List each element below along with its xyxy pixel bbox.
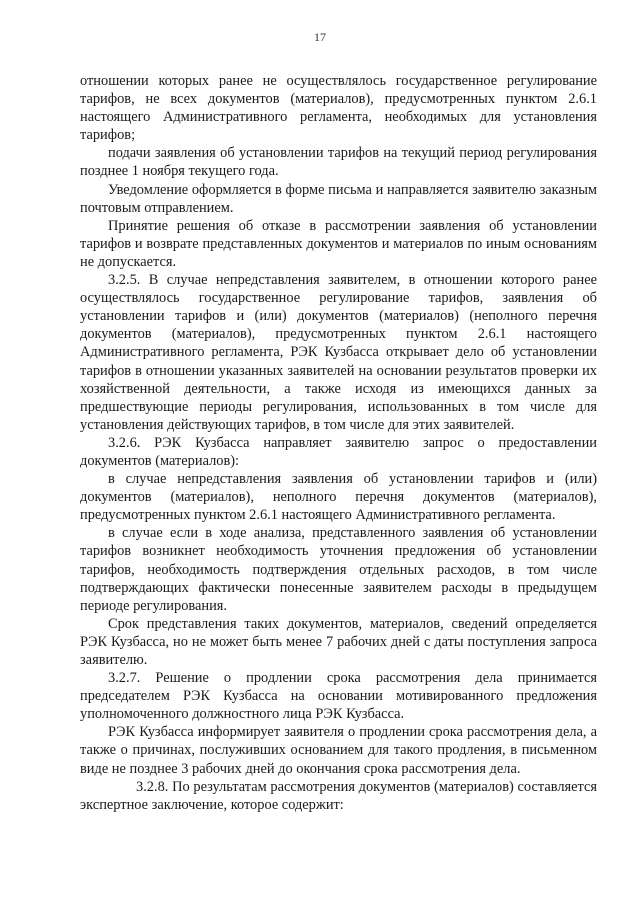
paragraph: в случае если в ходе анализа, представленного заявления об установлении тарифов возникнет необходимость уточнения предложения об установлении тарифов, необходимость подтверждения отдельных расходов, в том числе подтверждающих фактически понесенные заявителем расходы в предыдущем периоде регулирования. [80,525,597,614]
paragraph: 3.2.6. РЭК Кузбасса направляет заявителю запрос о предоставлении документов (материалов): [80,434,597,469]
paragraph: отношении которых ранее не осуществлялось государственное регулирование тарифов, не всех документов (материалов), предусмотренных пунктом 2.6.1 настоящего Административного регламента, необходимых для установления тарифов; [80,73,597,144]
paragraph: 3.2.5. В случае непредставления заявителем, в отношении которого ранее осуществлялось государственное регулирование тарифов, заявления об установлении тарифов и (или) документов (материалов) (неполного перечня документов (материалов), предусмотренных пунктом 2.6.1 настоящего Административного регламента, РЭК Кузбасса открывает дело об установлении тарифов в отношении указанных заявителей на основании результатов проверки их хозяйственной деятельности, а также исходя из имеющихся данных за предшествующие периоды регулирования, использованных в том числе для установления действующих тарифов, в том числе для этих заявителей. [80,272,597,433]
paragraph: РЭК Кузбасса информирует заявителя о продлении срока рассмотрения дела, а также о причинах, послуживших основанием для такого продления, в письменном виде не позднее 3 рабочих дней до окончания срока рассмотрения дела. [80,724,597,777]
paragraph: 3.2.7. Решение о продлении срока рассмотрения дела принимается председателем РЭК Кузбасса на основании мотивированного предложения уполномоченного должностного лица РЭК Кузбасса. [80,670,597,723]
document-body [80,72,597,814]
paragraph: Уведомление оформляется в форме письма и направляется заявителю заказным почтовым отправлением. [80,181,597,216]
page-number: 17 [314,30,326,44]
paragraph: в случае непредставления заявления об установлении тарифов и (или) документов (материалов), неполного перечня документов (материалов), предусмотренных пунктом 2.6.1 настоящего Административного регламента. [80,471,597,524]
paragraph: 3.2.8. По результатам рассмотрения документов (материалов) составляется экспертное заключение, которое содержит: [80,778,597,813]
paragraph: Принятие решения об отказе в рассмотрении заявления об установлении тарифов и возврате представленных документов и материалов по иным основаниям не допускается. [80,217,597,270]
paragraph: подачи заявления об установлении тарифов на текущий период регулирования позднее 1 ноября текущего года. [80,145,597,180]
paragraph: Срок представления таких документов, материалов, сведений определяется РЭК Кузбасса, но не может быть менее 7 рабочих дней с даты поступления запроса заявителю. [80,615,597,668]
